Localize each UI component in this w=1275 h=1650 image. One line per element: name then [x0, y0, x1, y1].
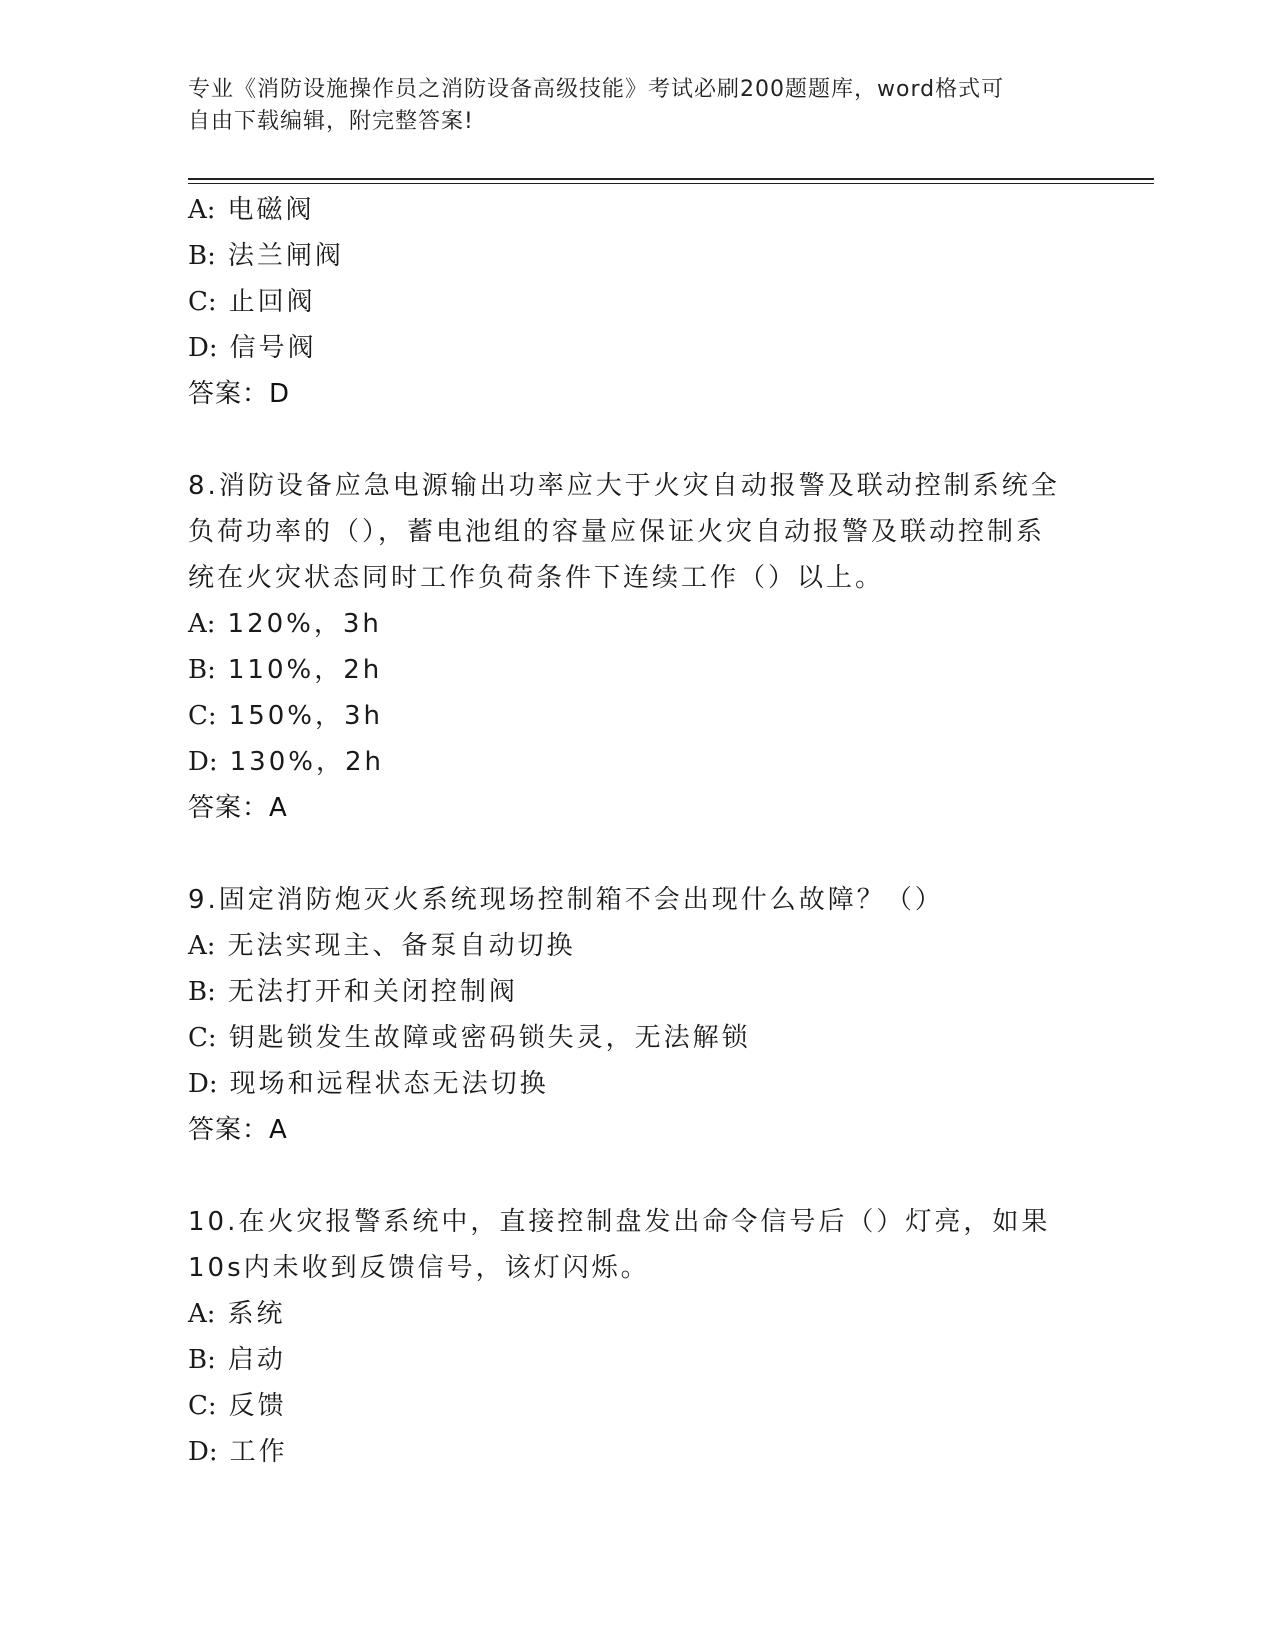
option-letter: C: [188, 1023, 217, 1053]
option-letter: A: [188, 195, 216, 225]
option-letter: C: [188, 1391, 217, 1421]
option-b [188, 233, 1088, 279]
option-text: 150%，3h [228, 701, 384, 731]
option-a [188, 187, 1088, 233]
option-text: 信号阀 [229, 333, 317, 363]
option-text: 无法打开和关闭控制阀 [227, 977, 518, 1007]
option-d [188, 739, 1088, 785]
option-letter: D: [188, 333, 218, 363]
option-text: 反馈 [228, 1391, 287, 1421]
option-text: 法兰闸阀 [227, 241, 344, 271]
option-letter: B: [188, 977, 216, 1007]
option-text: 现场和远程状态无法切换 [229, 1069, 549, 1099]
option-letter: A: [188, 1299, 216, 1329]
option-text: 电磁阀 [227, 195, 315, 225]
option-letter: B: [188, 1345, 216, 1375]
option-text: 工作 [229, 1437, 288, 1467]
spacer [188, 417, 1088, 463]
option-d [188, 1061, 1088, 1107]
option-b [188, 647, 1088, 693]
question-stem-line: 10s内未收到反馈信号，该灯闪烁。 [188, 1253, 650, 1283]
option-a [188, 923, 1088, 969]
option-letter: D: [188, 1069, 218, 1099]
option-d [188, 1429, 1088, 1475]
option-letter: B: [188, 241, 216, 271]
option-c [188, 693, 1088, 739]
option-d [188, 325, 1088, 371]
option-letter: D: [188, 1437, 218, 1467]
answer-line: 答案：D [188, 379, 291, 409]
option-letter: B: [188, 655, 216, 685]
document-header [188, 74, 1068, 138]
option-text: 钥匙锁发生故障或密码锁失灵，无法解锁 [228, 1023, 751, 1053]
answer-line: 答案：A [188, 793, 288, 823]
option-text: 无法实现主、备泵自动切换 [227, 931, 576, 961]
question-10 [188, 1199, 1088, 1475]
option-text: 启动 [227, 1345, 286, 1375]
option-letter: A: [188, 609, 216, 639]
question-stem-line: 10.在火灾报警系统中，直接控制盘发出命令信号后（）灯亮，如果 [188, 1207, 1051, 1237]
question-stem-line: 负荷功率的（），蓄电池组的容量应保证火灾自动报警及联动控制系 [188, 517, 1046, 547]
option-letter: D: [188, 747, 218, 777]
question-stem-line: 9.固定消防炮灭火系统现场控制箱不会出现什么故障？（） [188, 885, 944, 915]
option-letter: C: [188, 287, 217, 317]
answer-line: 答案：A [188, 1115, 288, 1145]
question-stem-line: 统在火灾状态同时工作负荷条件下连续工作（）以上。 [188, 563, 885, 593]
option-c [188, 1383, 1088, 1429]
header-line-1: 专业《消防设施操作员之消防设备高级技能》考试必刷200题题库，word格式可 [188, 77, 1005, 102]
option-letter: C: [188, 701, 217, 731]
option-a [188, 601, 1088, 647]
option-text: 120%，3h [227, 609, 382, 639]
header-line-2: 自由下载编辑，附完整答案! [188, 109, 474, 134]
option-a [188, 1291, 1088, 1337]
question-7 [188, 187, 1088, 417]
option-c [188, 1015, 1088, 1061]
option-text: 130%，2h [229, 747, 384, 777]
spacer [188, 1153, 1088, 1199]
header-divider-thick [188, 178, 1154, 180]
question-list [188, 187, 1088, 1475]
header-divider-thin [188, 183, 1154, 184]
question-stem-line: 8.消防设备应急电源输出功率应大于火灾自动报警及联动控制系统全 [188, 471, 1060, 501]
option-letter: A: [188, 931, 216, 961]
question-8 [188, 463, 1088, 831]
spacer [188, 831, 1088, 877]
option-b [188, 1337, 1088, 1383]
option-text: 110%，2h [227, 655, 383, 685]
option-text: 止回阀 [228, 287, 316, 317]
option-text: 系统 [227, 1299, 286, 1329]
option-c [188, 279, 1088, 325]
question-9 [188, 877, 1088, 1153]
option-b [188, 969, 1088, 1015]
